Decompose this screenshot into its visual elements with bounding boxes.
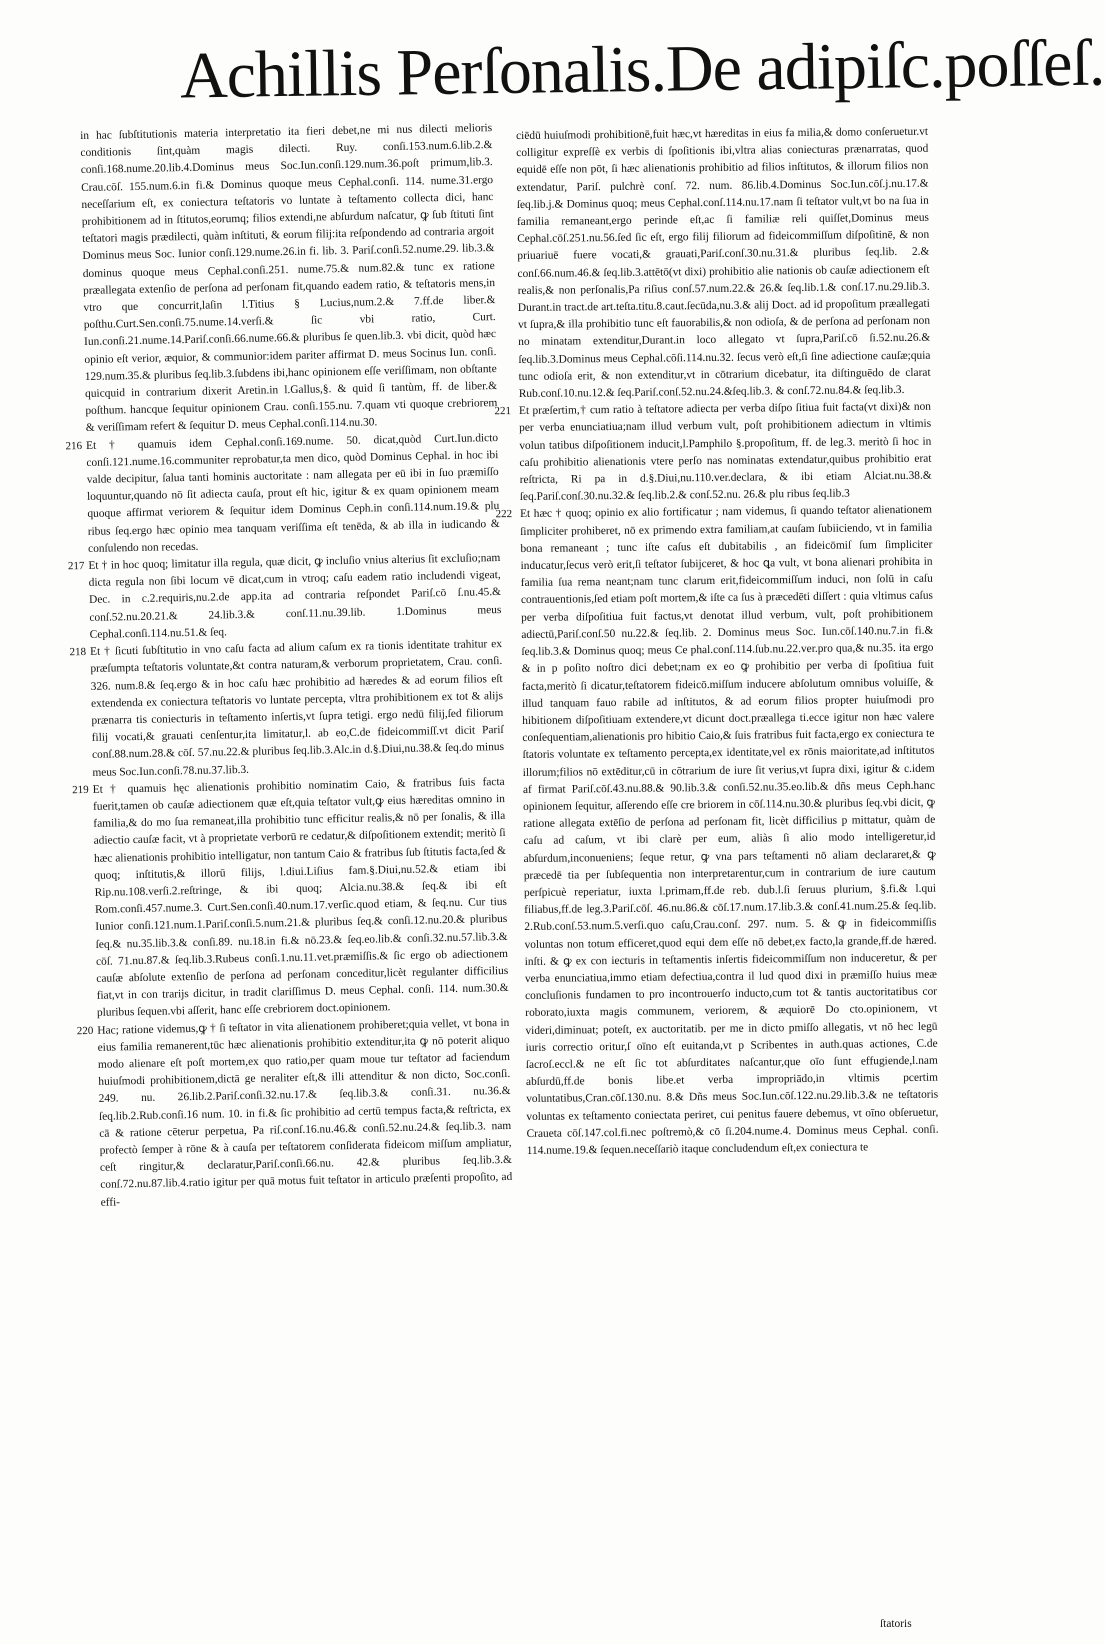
paragraph-text: Et † ſicuti ſubſtitutio in vno caſu facta ad alium caſum ex ra tionis identitate trahitur ex præſumpta teſtatoris voluntate,&t contra naturam,& verborum proprietatem, Crau. conſi. 326. num.8.& ſeq.ergo & in hoc caſu hæc prohibitio ad hæredes & ad eorum filios eſt extendenda ex coniectura teſtatoris vo luntate percepta, vltra prohibitionem ex tot & alijs prænarra tis coniecturis in teſtamento inſertis,vt ſupra tetigi. ergo nedū filij,ſed filiorum filij vocati,& grauati cenſentur,ita limitatur,l. ab eo,C.de fideicommiſſ.vt dicit Pariſ conſ.88.num.28.& cōſ. 57.nu.22.& pluribus ſeq.lib.3.Alc.in d.§.Diui,nu.38.& ſeq.do minus meus Soc.Iun.conſi.78.nu.37.lib.3. bbox=[89, 638, 505, 779]
paragraph-text: ciēdū huiuſmodi prohibitionē,fuit hæc,vt hæreditas in eius fa milia,& domo conſeruetur.vt colligitur expreſſè ex verbis di ſpoſitionis ibi,vltra alias coniecturas prænarratas, quod equidē eſſe non pōt, ſi hæc alienationis prohibitio ad filios inſtitutos, & illorum filios non extendatur, Pariſ. pulchrè conſ. 72. num. 86.lib.4.Dominus Soc.Iun.cōſ.j.nu.17.& ſeq.lib.j.& Dominus quoq; meus Cephal.conſ.114.nu.17.nam ſi teſtator vult,vt bo na ſua in familia remaneant,ergo perinde eſt,ac ſi familiæ reli quiſſet,Dominus meus Cephal.cōſ.251.nu.56.ſed ſic eſt, ergo filij filiorum ad fideicommiſſum diſpoſitinē, & non priuariuē fuere vocati,& grauati,Pariſ.conſ.30.nu.31.& pluribus ſeq.lib. 2.& conſ.66.num.46.& ſeq.lib.3.attētō(vt dixi) prohibitio alie nationis ob cauſæ adiectionem eſt realis,& non perſonalis,Pa riſius conſ.57.num.22.& 26.& ſeq.lib.1.& conſ.17.nu.29.lib.3. Durant.in tract.de art.teſta.titu.8.caut.ſecūda,nu.3.& alij Doct. ad id propoſitum præallegati vt ſupra,& illa prohibitio tunc eſt fauorabilis,& non odioſa, & de perſona ad perſonam non no minatam extenditur,Durant.in loco allegato vt ſupra,Pariſ.cō ſi.52.nu.26.& ſeq.lib.3.Dominus meus Cephal.cōſi.114.nu.32. ſecus verò eſt,ſi ſine adiectione cauſæ;quia tunc odioſa erit, & non extenditur,vt in cōtrarium dicebatur, ita diſtinguēdo de clarat Rub.conſ.10.nu.12.& ſeq.Pariſ.conſ.52.nu.24.&ſeq.lib.3. & conſ.72.nu.84.& ſeq.lib.3. bbox=[516, 125, 931, 401]
paragraph-text: Et † quamuis hęc alienationis prohibitio nominatim Caio, & fratribus ſuis facta fuerit,tamen ob cauſæ adiectionem quæ eſt,quia teſtator vult,ꝙ eius hæreditas omnino in familia,& do mo ſua remaneat,illa prohibitio tunc efficitur realis,& nō per ſonalis, & illa adiectio cauſæ facit, vt à proprietate verborū re cedatur,& diſpoſitionem extendit; meritò ſi hæc alienationis prohibitio intelligatur, non tantum Caio & fratribus ſub ſtitutis facta,ſed & quoq; inſtitutis,& illorū filijs, l.diui.Liſius fam.§.Diui,nu.52.& etiam ibi Rip.nu.108.verſi.2.reſtringe, & ibi quoq; Alcia.nu.38.& ſeq.& ibi eſt Rom.conſi.457.nume.3. Curt.Sen.conſi.40.num.17.verſic.quod etiam, & ſeq.nu. Cur tius Iunior conſi.121.num.1.Pariſ.conſi.5.num.21.& pluribus ſeq.& conſi.12.nu.20.& pluribus ſeq.& nu.35.lib.3.& conſi.89. nu.18.in fi.& nō.23.& ſeq.eo.lib.& conſi.32.nu.57.lib.3.& cōſ. 71.nu.87.& ſeq.lib.3.Rubeus conſi.1.nu.11.vet.præmiſſis.& ſic ergo ob adiectionem cauſæ abſolute extenſio de perſona ad perſonam conceditur,licèt regulanter difficilius fiat,vt in con trarijs dicitur, in tradit clariſſimus D. meus Cephal. conſi. 114. num.30.& pluribus ſequen.vbi aſſerit, hanc eſſe crebriorem doct.opinionem. bbox=[92, 775, 509, 1020]
paragraph bbox=[494, 399, 932, 507]
paragraph-text: Et † quamuis idem Cephal.conſi.169.nume. 50. dicat,quòd Curt.Iun.dicto conſi.121.nume.16.communiter reprobatur,ta men dico, quòd Dominus Cephal. in hoc ibi valde decipitur, ſalua tanti hominis auctoritate : nam allegata per eū ibi in ſuo præmiſſo loquuntur,quando nō ſit adiecta cauſa, prout eſt hic, igitur & ex quam opinionem meam quoque affirmat veriorem & ſequitur idem Dominus Ceph.in conſi.114.num.19.& plu ribus ſeq.ergo hæc opinio mea tanquam veriſſima eſt tenēda, & ab illa in iudicando & conſulendo non recedas. bbox=[85, 431, 500, 555]
paragraph-number: 221 bbox=[494, 405, 512, 418]
paragraph-text: Et præſertim,† cum ratio à teſtatore adiecta per verba diſpo ſitiua fuit facta(vt dixi)& non per verba enunciatiua;nam illud verbum vult, poſt prohibitionem adiectum in vltimis volun tatibus diſpoſitionem inducit,l.Pamphilo §.propoſitum, ff. de leg.3. meritò ſi hoc in caſu prohibitio alienationis vtere perſo nas nominatas extendatur,quibus prohibitio erat reſtricta, Ri pa in d.§.Diui,nu.110.ver.declara, & ibi etiam Alciat.nu.38.& ſeq.Pariſ.conſ.30.nu.32.& ſeq.lib.2.& conſ.52.nu. 26.& plu ribus ſeq.lib.3 bbox=[518, 400, 932, 504]
paragraph bbox=[65, 430, 500, 558]
paragraph bbox=[516, 124, 931, 404]
paragraph-number: 217 bbox=[67, 560, 85, 573]
paragraph bbox=[72, 774, 510, 1023]
paragraph-text: Hac; ratione videmus,ꝙ † ſi teſtator in vita alienationem prohiberet;quia vellet, vt bona in eius familia remanerent,tūc hæc alienationis prohibitio extenditur,ita ꝙ nō poterit aliquo modo alienare eſt poſt mortem,ex quo ratio,per quam moue tur teſtator ad faciendum huiuſmodi prohibitionem,dictā ge neraliter eſt,& illi attenditur & non dicto, Soc.conſi. 249. nu. 26.lib.2.Pariſ.conſi.32.nu.17.& ſeq.lib.3.& conſi.31. nu.36.& ſeq.lib.2.Rub.conſi.16 num. 10. in fi.& ſic prohibitio ad certū tempus facta,& reſtricta, ex cā & ratione cēterur perpetua, Pa riſ.conſ.16.nu.46.& conſi.52.nu.24.& ſeq.lib.3. nam profectò ſemper à rōne & à cauſa per teſtatorem conſiderata fideicom miſſum ampliatur, ceſt ringitur,& declaratur,Pariſ.conſi.66.nu. 42.& pluribus ſeq.lib.3.& conſ.72.nu.87.lib.4.ratio igitur per quā motus fuit teſtator in articulo præſenti propoſito, ad effi- bbox=[97, 1016, 513, 1209]
right-column bbox=[494, 124, 944, 1624]
page-title: Achillis Perſonalis.De adipiſc.poſſeſ. bbox=[179, 26, 1105, 113]
paragraph-text: Et hæc † quoq; opinio ex alio fortificatur ; nam videmus, ſi quando teſtator alienationem ſimpliciter prohiberet, nō ex primendo extra familiam,at cauſam ſubiiciendo, vt in familia bona remaneant ; tunc iſte caſus eſt dubitabilis , an fideicōmiſ ſum ſimpliciter inducatur,ſecus verò erit,ſi teſtator ſubijceret, & hoc ꝗa vult, vt bona alienari prohibita in familia ſua rema neant;nam tunc clarum erit,fideicommiſſum induci, non ſolū in caſu contrauentionis,ſed etiam poſt mortem,& iſte ca ſus à præcedēti diſſert : quia vltimus caſus per verba diſpoſitiua fuit factus,vt denotat illud verbum, vult, poſt prohibitionem adiectū,Pariſ.conſ.50 nu.22.& ſeq.lib. 2. Dominus meus Soc. Iun.cōſ.140.nu.7.in fi.& ſeq.lib.3.& Dominus quoq; meus Ce phal.conſ.114.ſub.nu.22.ver.pro qua,& nu.35. ita ergo & in p poſito noſtro dici debet;nam ex eo ꝙ prohibitio per verba di ſpoſitiua fuit facta,meritò ſi dicatur,teſtatorem fideicō.miſſum inducere abſolutum omnibus voluiſſe, & illud tanquam fauo rabile ad inſtitutos, & ad eorum filios propter huiuſmodi pro hibitionem diſpoſitiuam extendere,vt dicunt doct.præallega ti.ecce igitur non hæc valere conſequentiam,alienationis pro hibitio Caio,& ſuis fratribus fuit facta,ergo ex coniectura te ſtatoris voluntate ex teſtamento percepta,ex identitate,vel ex rōnis maioritate,ad inſtitutos illorum;filios nō extēditur,cū in cōtrarium de iure ſit verius,vt ſupra dixi, igitur & c.idem af firmat Pariſ.cōſ.43.nu.88.& 90.lib.3.& conſi.52.nu.35.eo.lib.& dñs meus Ceph.hanc opinionem ſequitur, aſſerendo eſſe cre briorem in cōſ.114.nu.30.& pluribus ſeq.vbi dicit, ꝙ ratione allegata extēſio de perſona ad perſonam fit, licèt difficilius p mittatur, quàm de caſu ad caſum, vt ibi clarè per eum, aliàs ſi alio modo intelligeretur,id abſurdum,inconueniens; ſeque retur, ꝙ vna pars teſtamenti nō aliam declararet,& ꝙ præcedē tia per ſubſequentia non interpretarentur,cum in contrarium de iure cautum perſpicuè reperiatur, iuxta l.primam,ff.de reb. dub.l.ſi ſeruus plurium, §.fi.& l.qui filiabus,ff.de leg.3.Pariſ.cōſ. 46.nu.86.& cōſ.17.num.17.lib.3.& conſ.41.num.25.& ſeq.lib. 2.Rub.conſ.53.num.5.verſi.quo caſu,Crau.conſ. 297. num. 5. & ꝙ in fideicommiſſis voluntas non totum efficeret,quod equi dem eſſe nō debet,ex facto,la grande,ff.de hæred. inſti. & ꝙ ex con iecturis in teſtamentis inſertis fideicommiſſum non induceretur, & per verba enunciatiua,immo etiam defectiua,contra il lud quod dixi in præmiſſo huius meæ concluſionis fundamen to pro incontrouerſo inducto,cum tot & tantis auctoritatibus cor roborato,iuxta magis communem, veriorem, & æquiorē Do cto.opinionem, vt videri,diminuat; poteſt, ex auctoritatib. per me in dicto pmiſſo allegatis, vt nō hec legū iuris correctio oritur,ſ oīno eſt euitanda,vt p Scribentes in auth.quas actiones, C.de ſacroſ.eccl.& ne eſt ſic tot abſurditates naſcantur,que oīo ſunt effugiende,l.nam abſurdū,ff.de bonis libe.et verba impropriādo,in vltimis pcertim voluntatibus,Cran.cōſ.130.nu. 8.& Dñs meus Soc.Iun.cōſ.122.nu.29.lib.3.& ne teſtatoris voluntas ex teſtamento coniectata periret, cui penitus fauere debemus, vt oīno obſeruetur, Craueta cōſ.147.col.fi.nec poſtremò,& cō ſi.204.nume.4. Dominus meus Cephal. conſi. 114.nume.19.& ſequen.neceſſariò itaque concludendum eſt,ex coniectura te bbox=[519, 504, 939, 1157]
paragraph bbox=[69, 636, 505, 782]
paragraph-text: Et † in hoc quoq; limitatur illa regula, quæ dicit, ꝙ incluſio vnius alterius ſit excluſio;nam dicta regula non ſibi locum vē dicat,cum in vtroq; caſu eadem ratio includendi vigeat, Dec. in c.2.requiris,nu.2.de app.ita ad contraria reſpondet Pariſ.cō ſ.nu.45.& conſ.52.nu.20.21.& 24.lib.3.& conſ.11.nu.39.lib. 1.Dominus meus Cephal.conſi.114.nu.51.& ſeq. bbox=[88, 552, 502, 641]
paragraph-number: 218 bbox=[69, 646, 87, 659]
paragraph bbox=[495, 502, 939, 1160]
paragraph-number: 220 bbox=[76, 1024, 94, 1037]
paragraph bbox=[67, 550, 502, 644]
paragraph bbox=[76, 1014, 513, 1211]
left-column bbox=[65, 120, 521, 1624]
catchword: ſtatoris bbox=[880, 1618, 912, 1630]
paragraph-number: 216 bbox=[65, 439, 83, 452]
paragraph bbox=[80, 120, 498, 438]
paragraph-text: in hac ſubſtitutionis materia interpretatio ita fieri debet,ne mi nus dilecti melioris conditionis ſint,quàm magis dilecti. Ruy. conſi.153.num.6.lib.2.& conſi.168.nume.20.lib.4.Dominus meus Soc.Iun.conſi.129.num.36.poſt primum,lib.3. Crau.cōſ. 155.num.6.in fi.& Dominus quoque meus Cephal.conſi. 114. nume.31.ergo neceſſarium eſt, ex coniectura teſtatoris vo luntate à teſtamento collecta dici, hanc prohibitionem ad in ſtitutos,eorumq; filios extendi,ne abſurdum naſcatur, ꝙ ſub ſtituti ſint teſtatori magis prædilecti, quàm inſtituti, & eorum filij:ita reſpondendo ad contraria argoit Dominus meus Soc. Iunior conſi.129.nume.26.in fi. lib. 3. Pariſ.conſi.52.nume.29. lib.3.& dominus quoque meus Cephal.conſi.251. nume.75.& num.82.& tunc ex ratione præallegata extenſio de perſona ad perſonam fit,quando eadem ratio, & teſtatoris mens,in vtro que concurrit,laſin l.Titius § Lucius,num.2.& 7.ff.de liber.& poſthu.Curt.Sen.conſi.75.nume.14.verſi.& ſic vbi ratio, Curt. Iun.conſi.21.nume.14.Pariſ.conſi.66.nume.66.& pluribus ſe quen.lib.3. vbi dicit, quòd hæc opinio eſt verior, æquior, & communior:idem pariter affirmat D. meus Socinus Iun. conſi. 129.num.35.& pluribus ſeq.lib.3.ſubdens ibi,hanc opinionem eſſe veriſſimam, non obſtante quicquid in contrarium dixerit Aretin.in l.Gallus,§. & quid ſi tantùm, ff. de liber.& poſthum. hancque ſequitur opinionem Crau. conſi.155.nu. 7.quam vti quoque crebriorem & veriſſimam refert & ſequitur D. meus Cephal.conſi.114.nu.30. bbox=[80, 122, 498, 435]
paragraph-number: 219 bbox=[72, 783, 89, 796]
paragraph-number: 222 bbox=[495, 508, 513, 521]
